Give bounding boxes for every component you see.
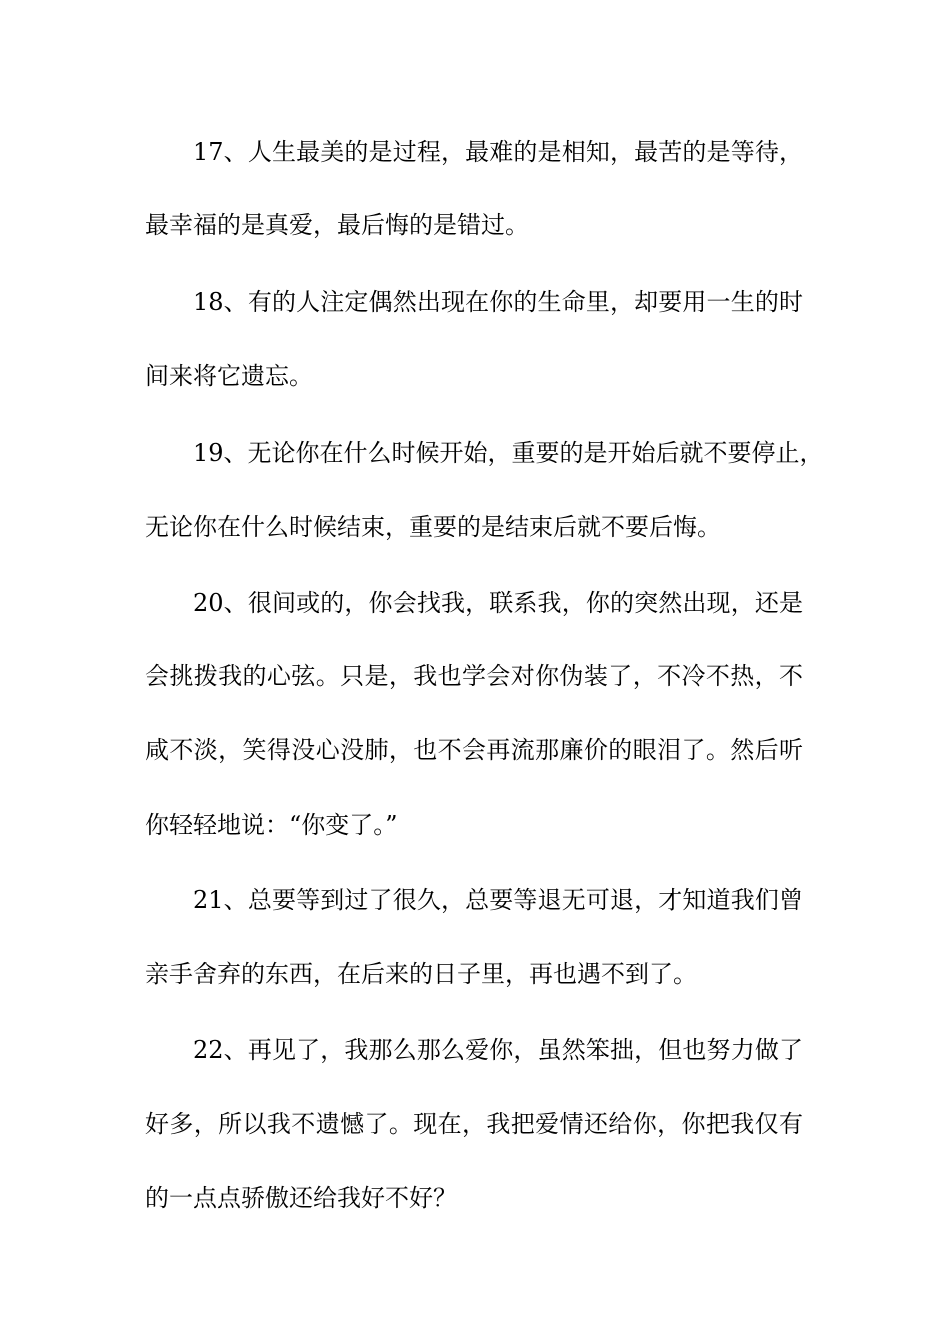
- paragraph-20-line-3: 咸不淡，笑得没心没肺，也不会再流那廉价的眼泪了。然后听: [145, 736, 803, 764]
- paragraph-17-line-2: 最幸福的是真爱，最后悔的是错过。: [145, 211, 529, 239]
- paragraph-22-line-1: 22、再见了，我那么那么爱你，虽然笨拙，但也努力做了: [193, 1036, 803, 1064]
- paragraph-18-line-1: 18、有的人注定偶然出现在你的生命里，却要用一生的时: [193, 288, 803, 316]
- paragraph-20-line-4: 你轻轻地说：“你变了。”: [145, 811, 398, 839]
- paragraph-22-line-2: 好多，所以我不遗憾了。现在，我把爱情还给你，你把我仅有: [145, 1110, 803, 1138]
- paragraph-22-line-3: 的一点点骄傲还给我好不好？: [145, 1184, 457, 1212]
- paragraph-18-line-2: 间来将它遗忘。: [145, 362, 313, 390]
- paragraph-20-line-1: 20、很间或的，你会找我，联系我，你的突然出现，还是: [193, 589, 803, 617]
- paragraph-20-line-2: 会挑拨我的心弦。只是，我也学会对你伪装了，不冷不热，不: [145, 662, 803, 690]
- paragraph-19-line-2: 无论你在什么时候结束，重要的是结束后就不要后悔。: [145, 513, 721, 541]
- paragraph-21-line-1: 21、总要等到过了很久，总要等退无可退，才知道我们曾: [193, 886, 803, 914]
- paragraph-17-line-1: 17、人生最美的是过程，最难的是相知，最苦的是等待，: [193, 138, 803, 166]
- paragraph-21-line-2: 亲手舍弃的东西，在后来的日子里，再也遇不到了。: [145, 960, 697, 988]
- paragraph-19-line-1: 19、无论你在什么时候开始，重要的是开始后就不要停止，: [193, 439, 824, 467]
